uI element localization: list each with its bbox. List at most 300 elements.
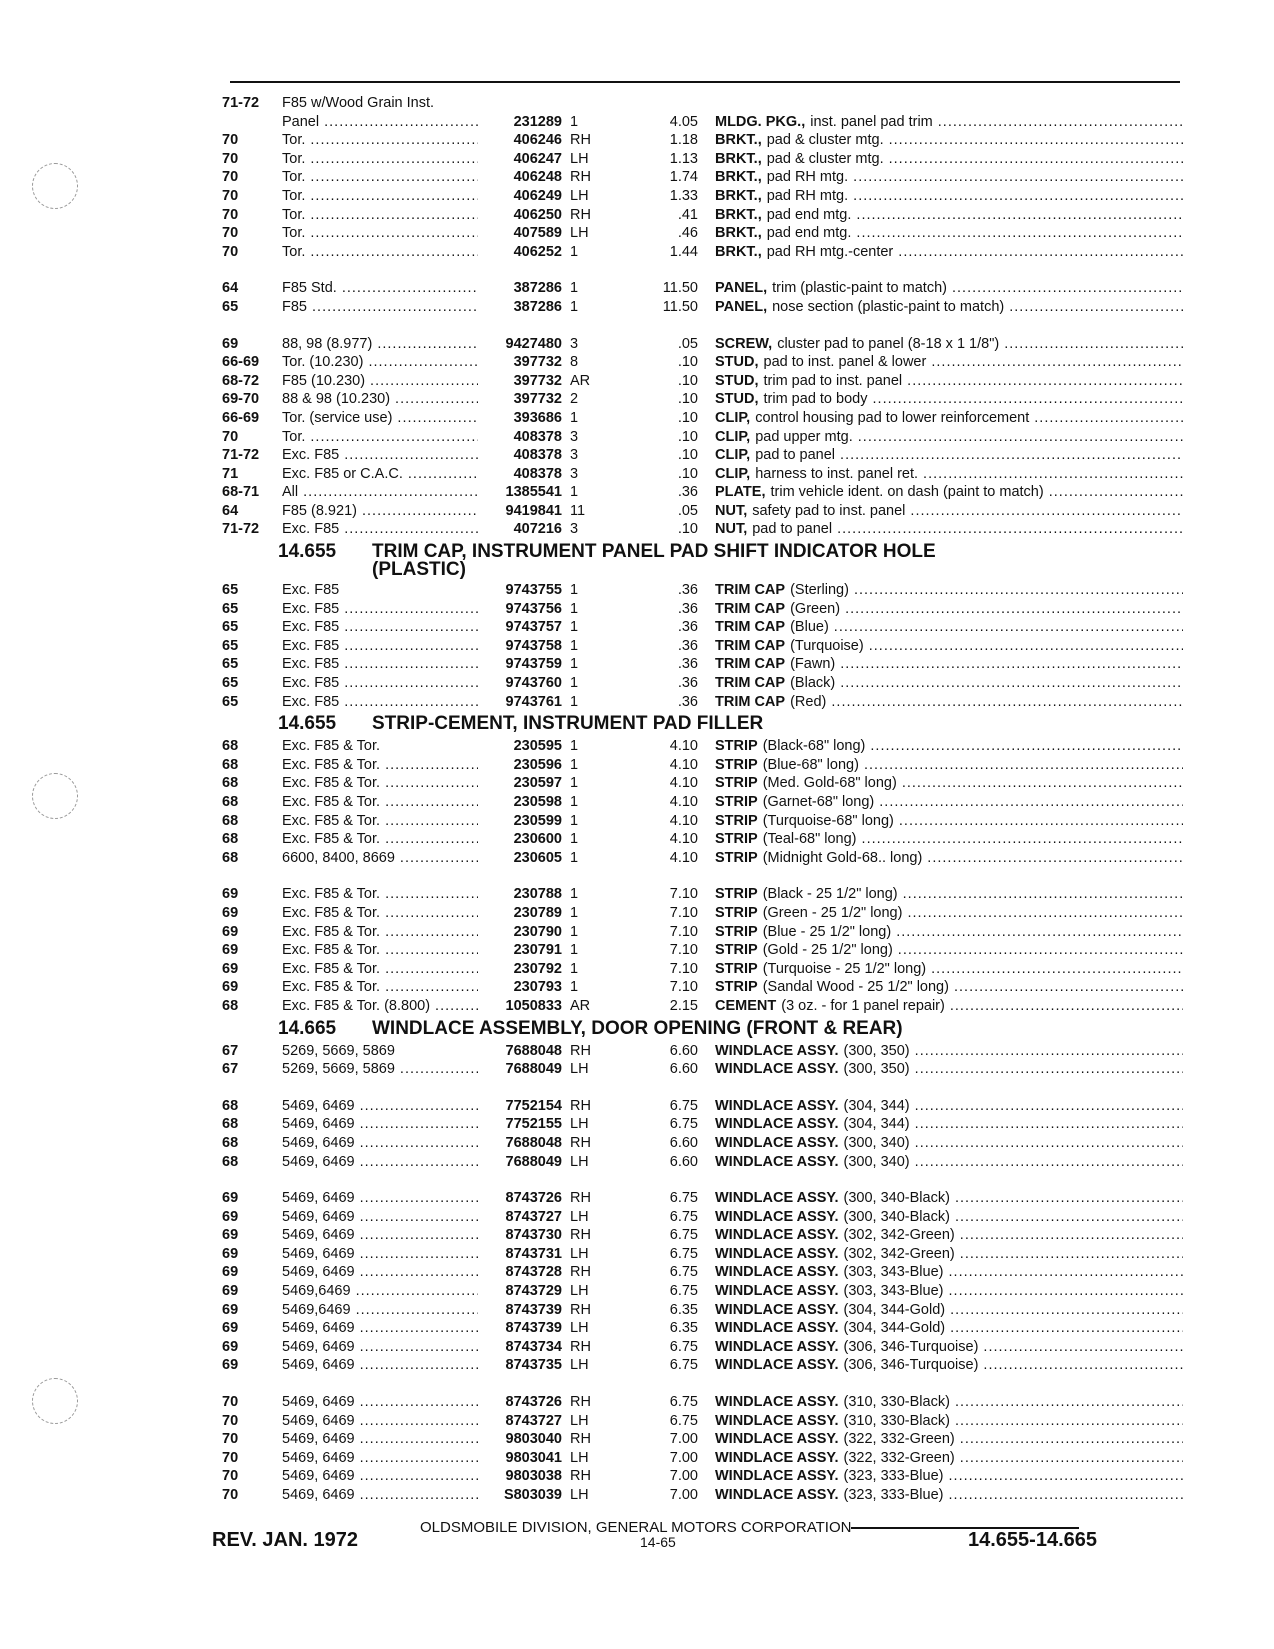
model-applicability: 5469, 6469 ..... [282,1226,478,1245]
quantity: 1 [570,831,579,848]
part-name: WINDLACE ASSY. [715,1357,839,1374]
part-number: 1385541 [505,484,562,501]
part-name: WINDLACE ASSY. [715,1301,839,1318]
price: 6.75 [669,1357,698,1374]
part-description [715,1153,1183,1172]
model-applicability: F85 ..... [282,298,478,317]
part-row [222,849,1182,868]
price: .05 [677,335,698,352]
part-row [222,793,1182,812]
part-number: 8743728 [505,1264,562,1281]
part-name: BRKT., [715,187,762,204]
model-year: 65 [222,600,239,617]
price: 7.10 [669,923,698,940]
price: 6.75 [669,1264,698,1281]
price: .10 [677,409,698,426]
quantity: 1 [570,409,579,426]
model-year: 68 [222,812,239,829]
part-row [222,1189,1182,1208]
part-row [222,1134,1182,1153]
model-year: 65 [222,582,239,599]
model-applicability: 5469, 6469 ..... [282,1189,478,1208]
price: .36 [677,582,698,599]
model-year: 70 [222,1449,239,1466]
parts-group-windlace [222,1042,1182,1505]
part-number: 230793 [513,979,562,996]
model-year: 66-69 [222,354,260,371]
model-year: 66-69 [222,409,260,426]
part-name: NUT, [715,521,748,538]
price: 7.00 [669,1468,698,1485]
model-year: 69 [222,1357,239,1374]
part-name: WINDLACE ASSY. [715,1116,839,1133]
price: 6.60 [669,1134,698,1151]
price: 2.15 [669,997,698,1014]
part-detail: (322, 332-Green) [843,1449,955,1466]
part-detail: (Blue) [790,619,829,636]
model-applicability: 5469, 6469 ..... [282,1263,478,1282]
model-applicability: Tor. ..... [282,187,478,206]
model-year: 70 [222,1394,239,1411]
part-description [715,206,1183,225]
part-number: 230600 [513,831,562,848]
model-applicability: 5469, 6469 ..... [282,1208,478,1227]
part-row [222,298,1182,317]
part-number: 9427480 [505,335,562,352]
part-row [222,1115,1182,1134]
part-detail: (Green - 25 1/2" long) [762,904,903,921]
model-year: 69 [222,886,239,903]
quantity: 3 [570,447,579,464]
quantity: 3 [570,521,579,538]
price: 4.05 [669,113,698,130]
part-row [222,904,1182,923]
price: .10 [677,428,698,445]
quantity: RH [570,1394,591,1411]
quantity: 1 [570,775,579,792]
quantity: 1 [570,979,579,996]
part-name: STRIP [715,738,758,755]
part-row [222,1245,1182,1264]
quantity: 1 [570,243,579,260]
part-description [715,774,1183,793]
part-number: 230597 [513,775,562,792]
part-row [222,1430,1182,1449]
part-description [715,372,1183,391]
part-description [715,279,1183,298]
part-detail: trim pad to inst. panel [763,372,903,389]
part-description [715,812,1183,831]
model-applicability: Exc. F85 ..... [282,655,478,674]
part-detail: inst. panel pad trim [810,113,933,130]
part-number: 9803038 [505,1468,562,1485]
model-applicability: 5469,6469 ..... [282,1301,478,1320]
quantity: 1 [570,794,579,810]
part-number: 8743729 [505,1283,562,1300]
part-description [715,1042,1183,1061]
part-row [222,1486,1182,1505]
part-detail: (Garnet-68" long) [762,794,875,810]
part-name: BRKT., [715,132,762,149]
footer-division-line [420,1519,1274,1536]
quantity: 1 [570,582,579,599]
part-detail: (Sterling) [790,582,849,599]
quantity: 1 [570,849,579,866]
part-number: 9803040 [505,1431,562,1448]
part-row [222,1042,1182,1061]
part-row [222,693,1182,712]
price: 6.75 [669,1116,698,1133]
model-year: 70 [222,150,239,167]
model-applicability: 5469, 6469 ..... [282,1153,478,1172]
part-number: 9743759 [505,656,562,673]
part-detail: (323, 333-Blue) [843,1468,944,1485]
part-detail: (310, 330-Black) [843,1412,950,1429]
quantity: 2 [570,391,579,408]
price: .41 [677,206,698,223]
part-name: WINDLACE ASSY. [715,1487,839,1503]
quantity: 1 [570,619,579,636]
part-description [715,502,1183,521]
part-description [715,1282,1183,1301]
model-year: 69 [222,1245,239,1262]
quantity: LH [570,187,589,204]
model-year: 69 [222,1190,239,1207]
price: 4.10 [669,831,698,848]
quantity: 1 [570,298,579,315]
part-name: WINDLACE ASSY. [715,1338,839,1355]
part-name: TRIM CAP [715,582,786,599]
part-name: STUD, [715,391,759,408]
part-description [715,520,1183,539]
part-number: 230791 [513,942,562,959]
quantity: RH [570,1134,591,1151]
part-number: 230596 [513,756,562,773]
model-applicability: Exc. F85 & Tor. ..... [282,960,478,979]
part-row [222,923,1182,942]
part-name: TRIM CAP [715,693,786,710]
model-year: 69 [222,1227,239,1244]
model-applicability: Tor. ..... [282,150,478,169]
quantity: 3 [570,465,579,482]
part-description [715,168,1183,187]
section-range: 14.655-14.665 [968,1529,1098,1551]
part-name: STRIP [715,942,758,959]
part-row [222,94,1182,113]
row-spacer [222,867,1182,885]
part-name: WINDLACE ASSY. [715,1208,839,1225]
part-detail: pad end mtg. [766,206,852,223]
part-detail: (304, 344) [843,1116,910,1133]
revision-date: REV. JAN. 1972 [212,1529,359,1551]
part-number: 230595 [513,738,562,755]
part-row [222,1319,1182,1338]
part-number: 406252 [513,243,562,260]
model-applicability: Exc. F85 & Tor. ..... [282,830,478,849]
quantity: LH [570,1283,589,1300]
part-description [715,335,1183,354]
part-name: CLIP, [715,409,751,426]
part-detail: pad RH mtg. [766,169,849,186]
model-applicability: 5469, 6469 ..... [282,1412,478,1431]
part-detail: (Gold - 25 1/2" long) [762,942,893,959]
quantity: 11 [570,502,586,519]
part-detail: harness to inst. panel ret. [755,465,919,482]
part-row [222,1226,1182,1245]
model-year: 69 [222,979,239,996]
part-number: 408378 [513,428,562,445]
model-year: 71-72 [222,447,260,464]
part-name: TRIM CAP [715,619,786,636]
part-detail: (Fawn) [790,656,836,673]
footer-division: OLDSMOBILE DIVISION, GENERAL MOTORS CORPORATION [420,1519,852,1536]
price: 6.60 [669,1042,698,1059]
part-number: 8743734 [505,1338,562,1355]
model-applicability: 5469, 6469 ..... [282,1449,478,1468]
part-description [715,243,1183,262]
model-applicability: Tor. (service use) ..... [282,409,478,428]
part-detail: (300, 340-Black) [843,1190,950,1207]
part-name: STRIP [715,923,758,940]
part-name: WINDLACE ASSY. [715,1042,839,1059]
part-number: 7688048 [505,1134,562,1151]
part-number: 8743727 [505,1208,562,1225]
section-title: WINDLACE ASSEMBLY, DOOR OPENING (FRONT & REAR) [372,1017,903,1039]
model-applicability: F85 w/Wood Grain Inst. [282,95,435,111]
part-row [222,774,1182,793]
model-year: 68 [222,1116,239,1133]
model-year: 69 [222,335,239,352]
part-detail: (304, 344-Gold) [843,1301,946,1318]
part-description [715,756,1183,775]
part-number: 397732 [513,354,562,371]
part-detail: (300, 350) [843,1042,910,1059]
part-row [222,1338,1182,1357]
part-number: 8743726 [505,1394,562,1411]
part-row [222,224,1182,243]
quantity: 1 [570,942,579,959]
price: 1.44 [669,243,698,260]
quantity: LH [570,225,589,242]
model-applicability: Exc. F85 ..... [282,674,478,693]
part-number: 408378 [513,465,562,482]
model-applicability: 5469, 6469 ..... [282,1115,478,1134]
part-row [222,1449,1182,1468]
model-applicability: 5469, 6469 ..... [282,1486,478,1505]
price: .36 [677,675,698,692]
part-number: 407589 [513,225,562,242]
model-applicability: Tor. ..... [282,168,478,187]
model-applicability: Tor. ..... [282,131,478,150]
quantity: RH [570,1097,591,1114]
part-detail: (323, 333-Blue) [843,1487,944,1503]
part-detail: pad RH mtg. [766,187,849,204]
part-name: WINDLACE ASSY. [715,1190,839,1207]
model-applicability: Panel ..... [282,113,478,132]
model-year: 68 [222,849,239,866]
part-description [715,428,1183,447]
part-detail: control housing pad to lower reinforcement [755,409,1030,426]
part-detail: (3 oz. - for 1 panel repair) [781,997,945,1014]
part-row [222,1467,1182,1486]
binder-hole-top [32,163,78,209]
part-row [222,1097,1182,1116]
part-row [222,737,1182,756]
part-row [222,243,1182,262]
part-description [715,113,1183,132]
part-detail: safety pad to inst. panel [752,502,906,519]
model-year: 68-71 [222,484,260,501]
part-name: STRIP [715,794,758,810]
quantity: RH [570,1338,591,1355]
part-name: TRIM CAP [715,600,786,617]
quantity: LH [570,1153,589,1170]
part-name: CEMENT [715,997,777,1014]
price: .36 [677,693,698,710]
part-detail: pad to panel [755,447,836,464]
price: 7.00 [669,1487,698,1503]
part-description [715,737,1183,756]
model-applicability: Tor. ..... [282,206,478,225]
part-detail: trim (plastic-paint to match) [772,280,947,297]
part-detail: (Sandal Wood - 25 1/2" long) [762,979,949,996]
quantity: 1 [570,923,579,940]
part-row [222,1301,1182,1320]
model-applicability: Tor. ..... [282,224,478,243]
parts-group-trim-cap [222,581,1182,711]
part-name: CLIP, [715,465,751,482]
part-description [715,1449,1183,1468]
part-number: 7688048 [505,1042,562,1059]
row-spacer [222,1171,1182,1189]
part-row [222,812,1182,831]
model-applicability: Exc. F85 ..... [282,618,478,637]
quantity: 8 [570,354,579,371]
model-year: 69 [222,960,239,977]
part-number: 8743739 [505,1320,562,1337]
price: .10 [677,372,698,389]
quantity: LH [570,1116,589,1133]
part-number: 387286 [513,298,562,315]
part-description [715,793,1183,812]
part-description [715,830,1183,849]
model-applicability: Tor. (10.230) ..... [282,353,478,372]
part-description [715,1319,1183,1338]
model-applicability: Exc. F85 ..... [282,446,478,465]
price: 7.10 [669,942,698,959]
price: 4.10 [669,775,698,792]
part-description [715,409,1183,428]
part-detail: trim pad to body [763,391,868,408]
part-name: TRIM CAP [715,675,786,692]
price: .46 [677,225,698,242]
part-description [715,1338,1183,1357]
model-year: 68 [222,1097,239,1114]
model-year: 68 [222,794,239,810]
part-name: WINDLACE ASSY. [715,1153,839,1170]
quantity: 3 [570,428,579,445]
model-applicability: Exc. F85 ..... [282,637,478,656]
header-rule [230,81,1180,83]
part-description [715,224,1183,243]
part-number: 9803041 [505,1449,562,1466]
part-name: CLIP, [715,447,751,464]
part-name: STRIP [715,756,758,773]
part-row [222,483,1182,502]
price: 6.60 [669,1061,698,1078]
part-number: 7688049 [505,1153,562,1170]
part-name: WINDLACE ASSY. [715,1227,839,1244]
part-description [715,1060,1183,1079]
part-number: 230792 [513,960,562,977]
price: .05 [677,502,698,519]
page-number: 14-65 [640,1534,676,1550]
part-description [715,1393,1183,1412]
model-year: 69-70 [222,391,260,408]
parts-group-strip-cement [222,737,1182,1015]
part-description [715,923,1183,942]
part-number: 9743757 [505,619,562,636]
model-year: 70 [222,169,239,186]
model-year: 69 [222,1320,239,1337]
part-name: WINDLACE ASSY. [715,1320,839,1337]
model-year: 65 [222,693,239,710]
quantity: LH [570,1357,589,1374]
price: .10 [677,391,698,408]
quantity: 1 [570,886,579,903]
price: 6.75 [669,1227,698,1244]
part-name: PLATE, [715,484,766,501]
model-applicability: Exc. F85 & Tor. [282,738,381,755]
quantity: 1 [570,600,579,617]
part-description [715,187,1183,206]
part-description [715,465,1183,484]
part-name: NUT, [715,502,748,519]
part-detail: nose section (plastic-paint to match) [772,298,1005,315]
model-applicability: 5469, 6469 ..... [282,1467,478,1486]
model-year: 69 [222,923,239,940]
parts-group-instrument-panel-pad [222,94,1182,539]
part-row [222,465,1182,484]
part-detail: (300, 340) [843,1134,910,1151]
part-description [715,150,1183,169]
section-heading-strip-cement [222,711,1182,737]
quantity: LH [570,1245,589,1262]
part-row [222,409,1182,428]
model-applicability: 5469, 6469 ..... [282,1430,478,1449]
quantity: 1 [570,675,579,692]
model-applicability: Exc. F85 & Tor. ..... [282,756,478,775]
part-name: STRIP [715,831,758,848]
part-description [715,904,1183,923]
part-description [715,353,1183,372]
part-detail: (304, 344) [843,1097,910,1114]
part-row [222,674,1182,693]
price: 6.75 [669,1190,698,1207]
part-number: 8743730 [505,1227,562,1244]
part-row [222,113,1182,132]
model-year: 70 [222,132,239,149]
model-year: 68 [222,831,239,848]
section-heading-trim-cap [222,539,1182,581]
quantity: RH [570,1264,591,1281]
price: 6.75 [669,1338,698,1355]
model-applicability: 5469, 6469 ..... [282,1393,478,1412]
part-detail: (300, 350) [843,1061,910,1078]
model-applicability: F85 Std. ..... [282,279,478,298]
price: 6.75 [669,1208,698,1225]
part-row [222,1282,1182,1301]
